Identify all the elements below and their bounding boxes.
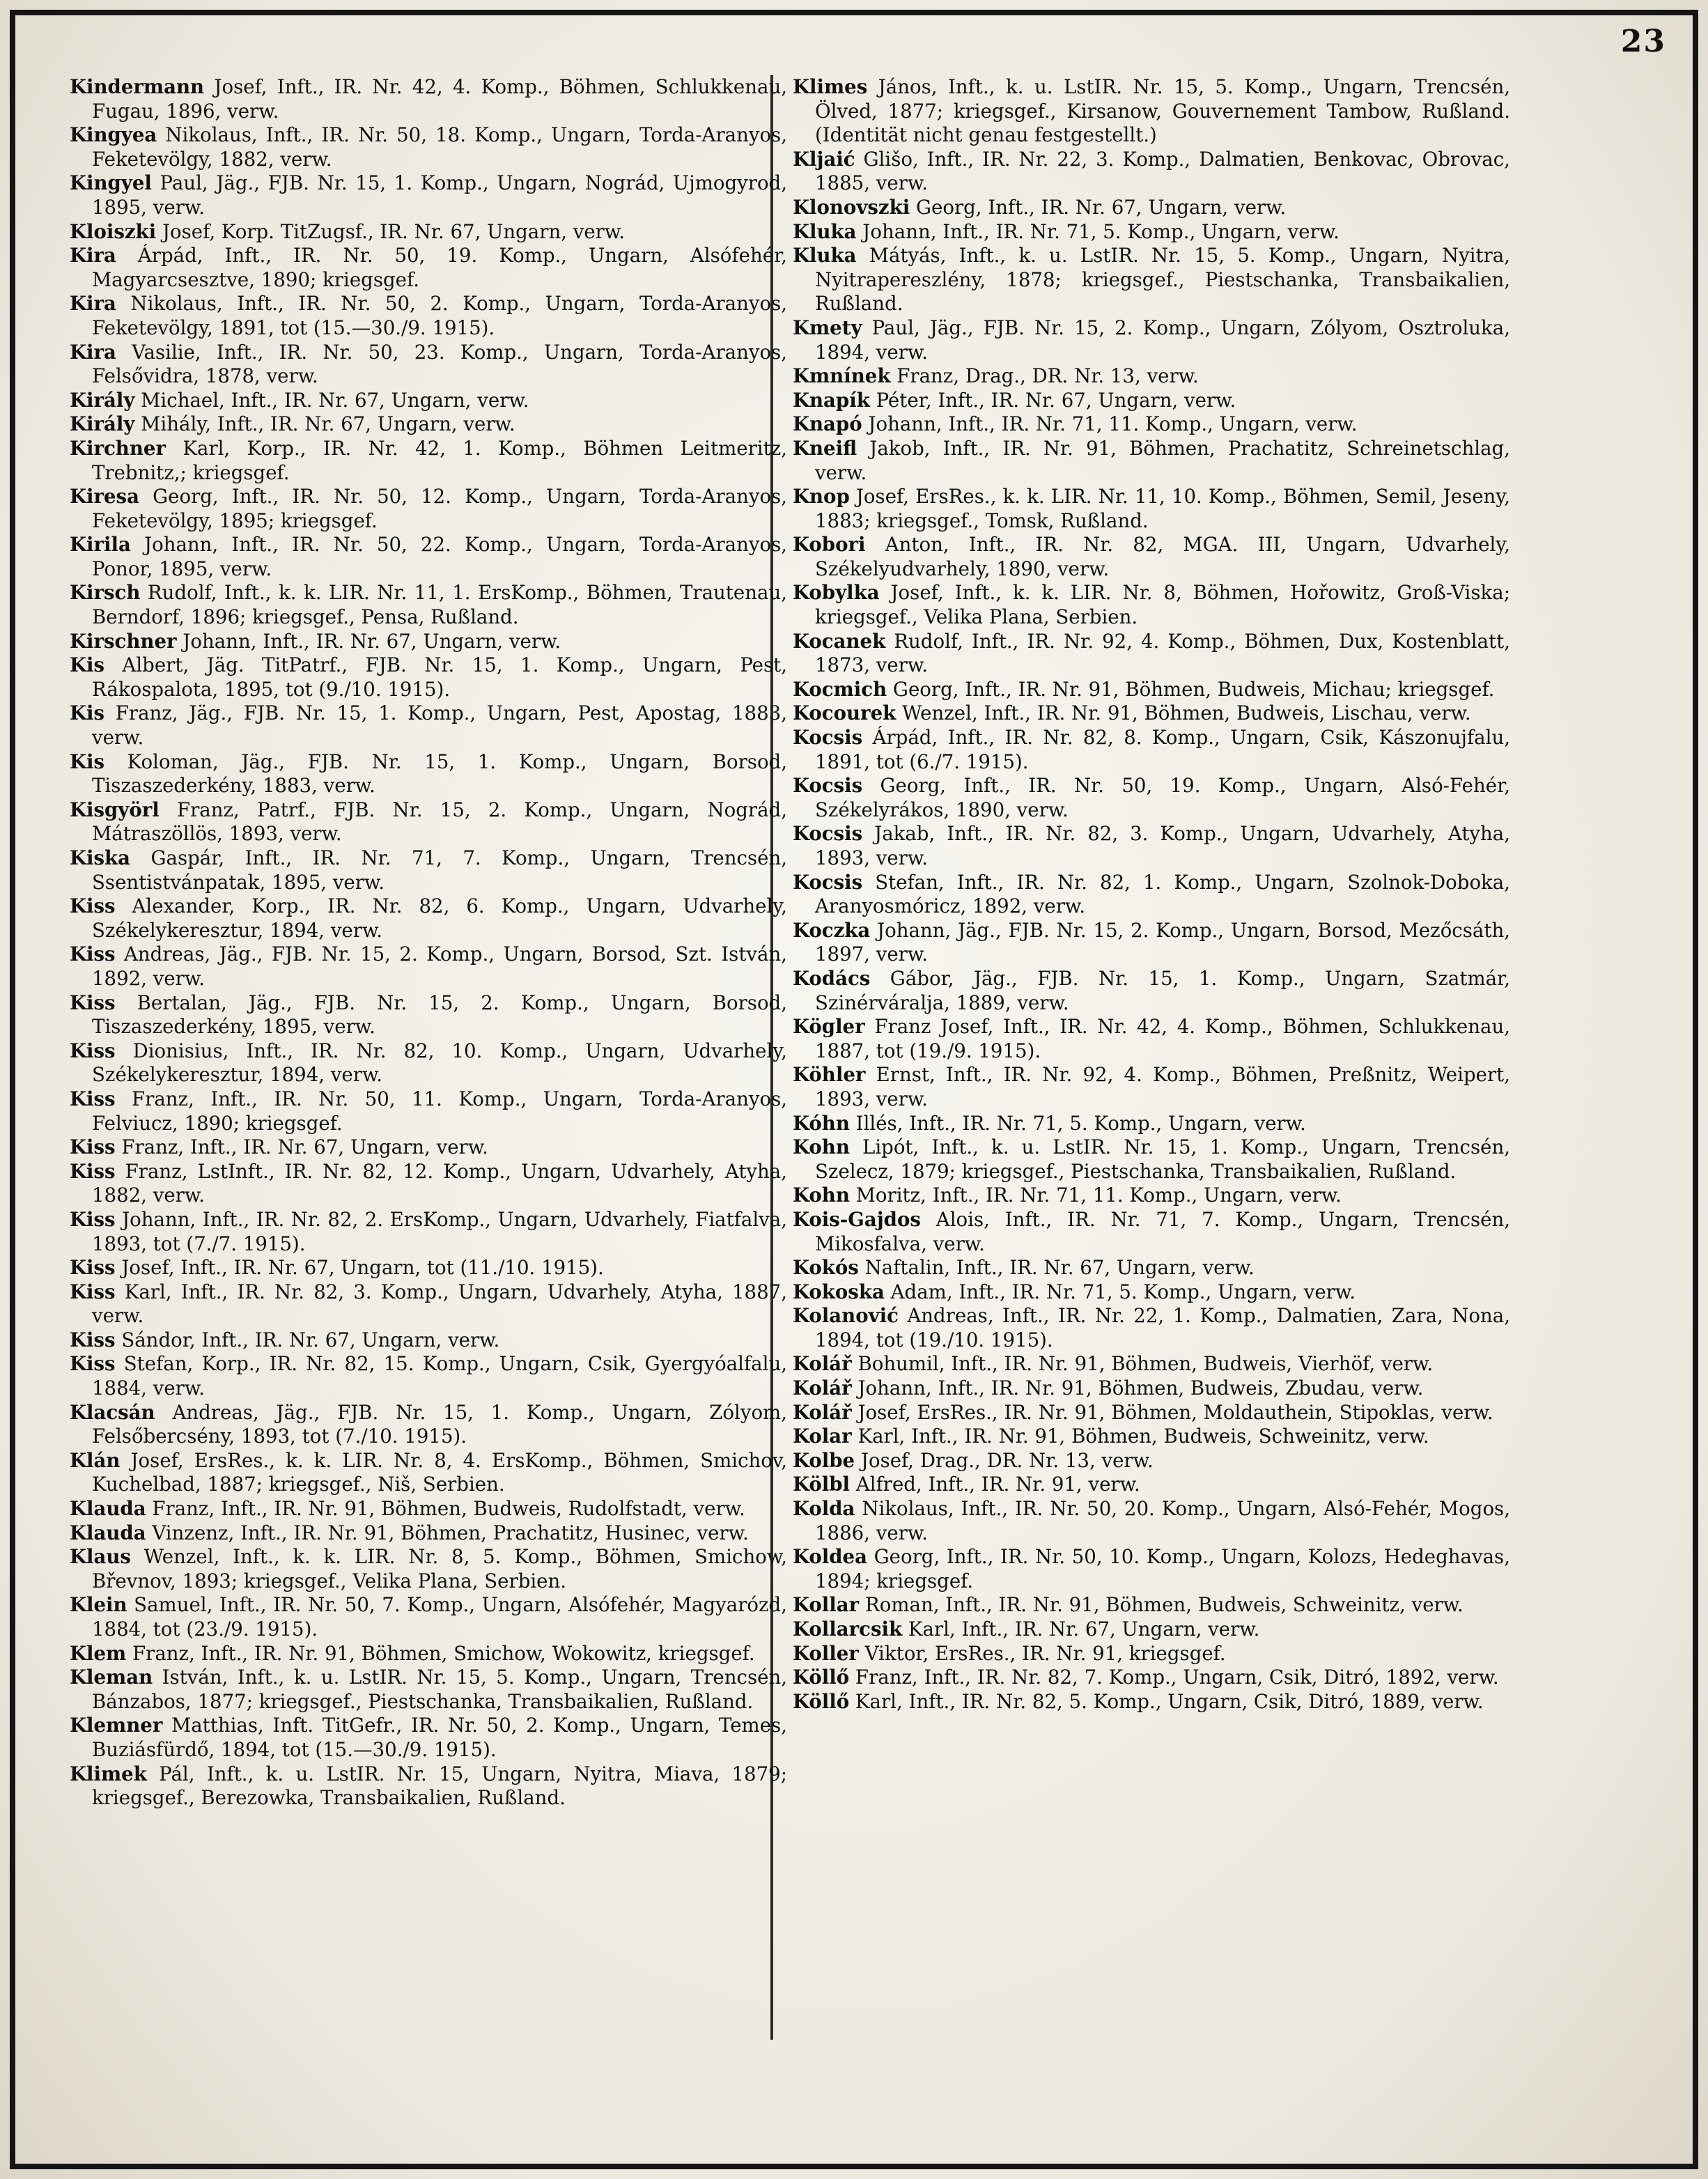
entry-surname: Kögler: [793, 1015, 865, 1039]
entry-details: Josef, Korp. TitZugsf., IR. Nr. 67, Ungarn, verw.: [156, 219, 625, 243]
entry-details: Alois, Inft., IR. Nr. 71, 7. Komp., Ungarn, Trencsén, Mikosfalva, verw.: [815, 1207, 1510, 1255]
entry-surname: Koczka: [793, 918, 871, 942]
entry-details: Rudolf, Inft., k. k. LIR. Nr. 11, 1. ErsKomp., Böhmen, Trautenau, Berndorf, 1896; kriegsgef., Pensa, Rußland.: [92, 581, 787, 629]
entry-surname: Kingyel: [70, 171, 152, 195]
entry-surname: Kiss: [70, 1256, 116, 1280]
register-entry: [793, 1280, 1510, 1305]
entry-details: Alfred, Inft., IR. Nr. 91, verw.: [850, 1473, 1140, 1496]
register-entry: [70, 798, 787, 846]
entry-details: Georg, Inft., IR. Nr. 50, 19. Komp., Ungarn, Alsó-Fehér, Székelyrákos, 1890, verw.: [815, 774, 1510, 821]
register-entry: [793, 1256, 1510, 1280]
entry-surname: Kirschner: [70, 629, 177, 653]
entry-surname: Kocsis: [793, 870, 863, 894]
entry-details: Nikolaus, Inft., IR. Nr. 50, 20. Komp., Ungarn, Alsó-Fehér, Mogos, 1886, verw.: [815, 1497, 1510, 1544]
register-entry: [793, 1473, 1510, 1497]
entry-details: Wenzel, Inft., IR. Nr. 91, Böhmen, Budweis, Lischau, verw.: [896, 701, 1471, 725]
register-entry: [70, 894, 787, 943]
entry-surname: Kiss: [70, 1039, 116, 1062]
entry-surname: Klemner: [70, 1714, 163, 1737]
entry-surname: Kocsis: [793, 726, 863, 750]
register-entry: [793, 630, 1510, 678]
entry-surname: Kolar: [793, 1425, 852, 1448]
entry-details: Franz, Inft., IR. Nr. 50, 11. Komp., Ungarn, Torda-Aranyos, Felviucz, 1890; kriegsgef.: [92, 1087, 787, 1135]
entry-details: Wenzel, Inft., k. k. LIR. Nr. 8, 5. Komp., Böhmen, Smichow, Břevnov, 1893; kriegsgef., Velika Plana, Serbien.: [92, 1545, 787, 1592]
register-entry: [70, 1135, 787, 1160]
entry-details: Andreas, Jäg., FJB. Nr. 15, 2. Komp., Ungarn, Borsod, Szt. István, 1892, verw.: [92, 943, 787, 990]
entry-surname: Kiss: [70, 1159, 116, 1183]
register-entry: [793, 1304, 1510, 1352]
entry-surname: Köllő: [793, 1666, 850, 1689]
entry-details: Karl, Korp., IR. Nr. 42, 1. Komp., Böhmen Leitmeritz, Trebnitz,; kriegsgef.: [92, 436, 787, 484]
register-entry: [70, 1593, 787, 1641]
entry-surname: Kolbe: [793, 1448, 855, 1472]
register-entry: [70, 341, 787, 389]
entry-details: Gaspár, Inft., IR. Nr. 71, 7. Komp., Ungarn, Trencsén, Ssentistvánpatak, 1895, verw.: [92, 846, 787, 894]
register-entry: [793, 701, 1510, 726]
entry-details: Josef, ErsRes., k. k. LIR. Nr. 8, 4. ErsKomp., Böhmen, Smichov, Kuchelbad, 1887; kriegsgef., Niš, Serbien.: [92, 1448, 787, 1496]
entry-surname: Király: [70, 412, 135, 436]
entry-surname: Kis: [70, 750, 105, 773]
entry-details: Josef, Inft., IR. Nr. 67, Ungarn, tot (11./10. 1915).: [115, 1256, 604, 1280]
entry-details: Karl, Inft., IR. Nr. 82, 5. Komp., Ungarn, Csik, Ditró, 1889, verw.: [849, 1689, 1484, 1713]
register-entry: [793, 220, 1510, 245]
register-entry: [793, 967, 1510, 1015]
register-entry: [70, 750, 787, 798]
register-entry: [70, 1545, 787, 1593]
entry-surname: Kirsch: [70, 581, 141, 605]
entry-surname: Kiss: [70, 1135, 116, 1159]
register-entry: [70, 389, 787, 413]
register-entry: [793, 1184, 1510, 1208]
register-entry: [70, 437, 787, 485]
entry-surname: Koldea: [793, 1545, 867, 1569]
entry-details: Josef, Inft., k. k. LIR. Nr. 8, Böhmen, Hořowitz, Groß-Viska; kriegsgef., Velika Plana, Serbien.: [815, 581, 1510, 629]
entry-details: Koloman, Jäg., FJB. Nr. 15, 1. Komp., Ungarn, Borsod, Tiszaszederkény, 1883, verw.: [92, 750, 787, 798]
entry-surname: Kokoska: [793, 1280, 885, 1303]
register-entry: [70, 1160, 787, 1208]
right-column: [793, 75, 1510, 1714]
entry-details: Andreas, Jäg., FJB. Nr. 15, 1. Komp., Ungarn, Zólyom, Felsőbercsény, 1893, tot (7./10. 1915).: [92, 1400, 787, 1448]
register-entry: [70, 220, 787, 245]
entry-surname: Klimek: [70, 1762, 147, 1785]
entry-details: Sándor, Inft., IR. Nr. 67, Ungarn, verw.: [115, 1328, 500, 1351]
entry-details: Moritz, Inft., IR. Nr. 71, 11. Komp., Ungarn, verw.: [849, 1184, 1342, 1207]
entry-surname: Kingyea: [70, 123, 157, 147]
entry-details: Roman, Inft., IR. Nr. 91, Böhmen, Budweis, Schweinitz, verw.: [859, 1593, 1464, 1617]
entry-details: Georg, Inft., IR. Nr. 91, Böhmen, Budweis, Michau; kriegsgef.: [887, 677, 1495, 701]
entry-surname: Kira: [70, 244, 116, 267]
register-entry: [70, 1642, 787, 1666]
entry-details: Michael, Inft., IR. Nr. 67, Ungarn, verw.: [134, 388, 529, 412]
entry-surname: Kokós: [793, 1256, 859, 1280]
entry-surname: Kmnínek: [793, 364, 891, 388]
entry-surname: Kocsis: [793, 774, 863, 798]
entry-surname: Kiss: [70, 991, 116, 1014]
register-entry: [70, 171, 787, 219]
entry-details: Stefan, Inft., IR. Nr. 82, 1. Komp., Ungarn, Szolnok-Doboka, Aranyosmóricz, 1892, verw.: [815, 870, 1510, 918]
register-entry: [70, 244, 787, 292]
register-entry: [70, 533, 787, 581]
register-entry: [70, 1087, 787, 1135]
entry-details: Karl, Inft., IR. Nr. 82, 3. Komp., Ungarn, Udvarhely, Atyha, 1887, verw.: [92, 1280, 787, 1328]
entry-details: Paul, Jäg., FJB. Nr. 15, 2. Komp., Ungarn, Zólyom, Osztroluka, 1894, verw.: [815, 316, 1510, 364]
entry-details: Josef, ErsRes., k. k. LIR. Nr. 11, 10. Komp., Böhmen, Semil, Jeseny, 1883; kriegsgef., Tomsk, Rußland.: [815, 485, 1510, 532]
register-entry: [70, 653, 787, 701]
entry-details: Vinzenz, Inft., IR. Nr. 91, Böhmen, Prachatitz, Husinec, verw.: [146, 1521, 749, 1544]
register-entry: [70, 1039, 787, 1087]
entry-details: Franz, Inft., IR. Nr. 67, Ungarn, verw.: [115, 1135, 488, 1159]
register-entry: [793, 581, 1510, 629]
register-entry: [793, 1112, 1510, 1136]
register-entry: [793, 196, 1510, 220]
register-entry: [70, 485, 787, 533]
entry-details: Viktor, ErsRes., IR. Nr. 91, kriegsgef.: [858, 1641, 1226, 1665]
entry-surname: Kmety: [793, 316, 862, 339]
entry-surname: Klacsán: [70, 1400, 155, 1424]
entry-surname: Kollarcsik: [793, 1618, 903, 1641]
entry-details: Vasilie, Inft., IR. Nr. 50, 23. Komp., Ungarn, Torda-Aranyos, Felsővidra, 1878, verw.: [92, 340, 787, 388]
entry-surname: Kirchner: [70, 436, 166, 460]
entry-details: Georg, Inft., IR. Nr. 50, 12. Komp., Ungarn, Torda-Aranyos, Feketevölgy, 1895; kriegsgef.: [92, 485, 787, 532]
entry-details: Nikolaus, Inft., IR. Nr. 50, 2. Komp., Ungarn, Torda-Aranyos, Feketevölgy, 1891, tot (15.—30./9. 1915).: [92, 292, 787, 339]
entry-details: Johann, Inft., IR. Nr. 71, 11. Komp., Ungarn, verw.: [862, 412, 1358, 436]
entry-details: Johann, Inft., IR. Nr. 82, 2. ErsKomp., Ungarn, Udvarhely, Fiatfalva, 1893, tot (7./7. 1915).: [92, 1207, 787, 1255]
register-entry: [70, 1280, 787, 1328]
register-entry: [793, 1352, 1510, 1377]
entry-surname: Király: [70, 388, 135, 412]
entry-surname: Kóhn: [793, 1111, 850, 1135]
entry-surname: Kiss: [70, 1352, 116, 1376]
entry-details: Alexander, Korp., IR. Nr. 82, 6. Komp., Ungarn, Udvarhely, Székelykeresztur, 1894, verw.: [92, 894, 787, 942]
register-entry: [793, 871, 1510, 919]
left-column: [70, 75, 787, 1810]
register-entry: [793, 1593, 1510, 1618]
entry-details: Johann, Inft., IR. Nr. 71, 5. Komp., Ungarn, verw.: [856, 219, 1340, 243]
entry-surname: Kolář: [793, 1400, 852, 1424]
entry-surname: Kolanović: [793, 1304, 899, 1328]
entry-surname: Kisgyörl: [70, 798, 160, 821]
entry-details: Pál, Inft., k. u. LstIR. Nr. 15, Ungarn, Nyitra, Miava, 1879; kriegsgef., Berezowka, Transbaikalien, Rußland.: [92, 1762, 787, 1810]
entry-surname: Kiss: [70, 1087, 116, 1110]
register-entry: [70, 1714, 787, 1762]
entry-details: Karl, Inft., IR. Nr. 67, Ungarn, verw.: [902, 1618, 1260, 1641]
entry-surname: Kiska: [70, 846, 130, 869]
entry-surname: Klauda: [70, 1497, 146, 1521]
register-entry: [70, 123, 787, 171]
entry-details: Franz Josef, Inft., IR. Nr. 42, 4. Komp., Böhmen, Schlukkenau, 1887, tot (19./9. 1915).: [815, 1015, 1510, 1062]
entry-details: Bohumil, Inft., IR. Nr. 91, Böhmen, Budweis, Vierhöf, verw.: [851, 1352, 1434, 1376]
entry-surname: Knop: [793, 485, 850, 509]
register-entry: [793, 1401, 1510, 1425]
register-entry: [793, 774, 1510, 822]
entry-surname: Klán: [70, 1448, 121, 1472]
register-entry: [793, 485, 1510, 533]
entry-details: Paul, Jäg., FJB. Nr. 15, 1. Komp., Ungarn, Nográd, Ujmogyrod, 1895, verw.: [92, 171, 787, 219]
entry-surname: Kobylka: [793, 581, 880, 605]
register-entry: [70, 1497, 787, 1521]
entry-surname: Kölbl: [793, 1473, 851, 1496]
register-entry: [70, 1208, 787, 1256]
register-entry: [70, 412, 787, 437]
register-entry: [793, 1690, 1510, 1714]
entry-surname: Kira: [70, 340, 116, 364]
register-entry: [793, 678, 1510, 702]
register-entry: [70, 1521, 787, 1546]
entry-details: Árpád, Inft., IR. Nr. 82, 8. Komp., Ungarn, Csik, Kászonujfalu, 1891, tot (6./7. 1915).: [815, 726, 1510, 773]
entry-details: Georg, Inft., IR. Nr. 50, 10. Komp., Ungarn, Kolozs, Hedeghavas, 1894; kriegsgef.: [815, 1545, 1510, 1592]
register-entry: [70, 630, 787, 654]
entry-surname: Knapík: [793, 388, 870, 412]
entry-surname: Kollar: [793, 1593, 860, 1617]
register-entry: [793, 1618, 1510, 1642]
entry-surname: Knapó: [793, 412, 862, 436]
entry-surname: Kiss: [70, 1280, 116, 1303]
entry-details: Ernst, Inft., IR. Nr. 92, 4. Komp., Böhmen, Preßnitz, Weipert, 1893, verw.: [815, 1063, 1510, 1110]
register-entry: [70, 846, 787, 894]
register-entry: [793, 1063, 1510, 1111]
register-entry: [793, 726, 1510, 774]
entry-surname: Kohn: [793, 1184, 850, 1207]
entry-surname: Kocsis: [793, 822, 863, 846]
entry-surname: Kiss: [70, 943, 116, 966]
entry-details: Péter, Inft., IR. Nr. 67, Ungarn, verw.: [869, 388, 1236, 412]
register-entry: [793, 1497, 1510, 1545]
entry-surname: Köllő: [793, 1689, 850, 1713]
entry-surname: Kolář: [793, 1377, 852, 1400]
entry-details: Albert, Jäg. TitPatrf., FJB. Nr. 15, 1. Komp., Ungarn, Pest, Rákospalota, 1895, tot (9./10. 1915).: [92, 653, 787, 701]
register-entry: [793, 1642, 1510, 1666]
register-entry: [70, 943, 787, 991]
entry-surname: Kocanek: [793, 629, 886, 653]
entry-surname: Kohn: [793, 1135, 850, 1159]
entry-details: Glišo, Inft., IR. Nr. 22, 3. Komp., Dalmatien, Benkovac, Obrovac, 1885, verw.: [815, 147, 1510, 195]
entry-details: Illés, Inft., IR. Nr. 71, 5. Komp., Ungarn, verw.: [849, 1111, 1306, 1135]
register-entry: [793, 364, 1510, 389]
entry-details: Karl, Inft., IR. Nr. 91, Böhmen, Budweis, Schweinitz, verw.: [851, 1425, 1429, 1448]
entry-details: Franz, Drag., DR. Nr. 13, verw.: [890, 364, 1199, 388]
entry-surname: Kloiszki: [70, 219, 157, 243]
entry-details: Naftalin, Inft., IR. Nr. 67, Ungarn, verw.: [858, 1256, 1255, 1280]
entry-details: Árpád, Inft., IR. Nr. 50, 19. Komp., Ungarn, Alsófehér, Magyarcsesztve, 1890; kriegsgef.: [92, 244, 787, 291]
entry-surname: Köhler: [793, 1063, 866, 1087]
entry-details: Andreas, Inft., IR. Nr. 22, 1. Komp., Dalmatien, Zara, Nona, 1894, tot (19./10. 1915).: [815, 1304, 1510, 1351]
register-entry: [793, 389, 1510, 413]
entry-surname: Kluka: [793, 244, 857, 267]
entry-details: Josef, ErsRes., IR. Nr. 91, Böhmen, Moldauthein, Stipoklas, verw.: [851, 1400, 1493, 1424]
entry-surname: Kirila: [70, 533, 131, 557]
register-entry: [793, 148, 1510, 196]
entry-details: Dionisius, Inft., IR. Nr. 82, 10. Komp., Ungarn, Udvarhely, Székelykeresztur, 1894, verw.: [92, 1039, 787, 1087]
entry-surname: Kocmich: [793, 677, 887, 701]
register-entry: [70, 292, 787, 340]
entry-details: Gábor, Jäg., FJB. Nr. 15, 1. Komp., Ungarn, Szatmár, Szinérváralja, 1889, verw.: [815, 966, 1510, 1014]
entry-surname: Kois-Gajdos: [793, 1207, 921, 1231]
entry-details: Lipót, Inft., k. u. LstIR. Nr. 15, 1. Komp., Ungarn, Trencsén, Szelecz, 1879; kriegsgef., Piestschanka, Transbaikalien, Rußland.: [815, 1135, 1510, 1183]
entry-details: Anton, Inft., IR. Nr. 82, MGA. III, Ungarn, Udvarhely, Székelyudvarhely, 1890, verw.: [815, 533, 1510, 580]
entry-surname: Kljaić: [793, 147, 855, 171]
register-entry: [70, 581, 787, 629]
entry-surname: Koller: [793, 1641, 859, 1665]
entry-details: Johann, Inft., IR. Nr. 67, Ungarn, verw.: [176, 629, 561, 653]
entry-details: Franz, Jäg., FJB. Nr. 15, 1. Komp., Ungarn, Pest, Apostag, 1883, verw.: [92, 701, 787, 750]
register-entry: [793, 244, 1510, 316]
entry-surname: Kneifl: [793, 436, 857, 460]
entry-details: Nikolaus, Inft., IR. Nr. 50, 18. Komp., Ungarn, Torda-Aranyos, Feketevölgy, 1882, verw.: [92, 123, 787, 171]
entry-surname: Kiss: [70, 894, 116, 918]
entry-surname: Kleman: [70, 1666, 153, 1689]
entry-details: Rudolf, Inft., IR. Nr. 92, 4. Komp., Böhmen, Dux, Kostenblatt, 1873, verw.: [815, 629, 1510, 677]
entry-surname: Kolář: [793, 1352, 852, 1376]
entry-surname: Kiss: [70, 1328, 116, 1351]
register-entry: [70, 701, 787, 750]
entry-surname: Kolda: [793, 1497, 855, 1521]
register-entry: [793, 822, 1510, 870]
register-entry: [70, 991, 787, 1039]
register-entry: [793, 75, 1510, 148]
register-entry: [70, 1328, 787, 1353]
entry-details: Johann, Inft., IR. Nr. 91, Böhmen, Budweis, Zbudau, verw.: [851, 1377, 1424, 1400]
register-entry: [70, 75, 787, 123]
entry-surname: Kiss: [70, 1207, 116, 1231]
entry-details: Johann, Inft., IR. Nr. 50, 22. Komp., Ungarn, Torda-Aranyos, Ponor, 1895, verw.: [92, 533, 787, 580]
entry-surname: Kindermann: [70, 75, 205, 98]
entry-surname: Klaus: [70, 1545, 131, 1569]
register-entry: [793, 1666, 1510, 1690]
entry-surname: Kis: [70, 653, 105, 677]
entry-details: Georg, Inft., IR. Nr. 67, Ungarn, verw.: [910, 195, 1287, 219]
entry-surname: Klein: [70, 1593, 127, 1617]
entry-details: Franz, Patrf., FJB. Nr. 15, 2. Komp., Ungarn, Nográd, Mátraszöllös, 1893, verw.: [92, 798, 787, 846]
entry-surname: Klimes: [793, 75, 868, 98]
entry-details: Mihály, Inft., IR. Nr. 67, Ungarn, verw.: [134, 412, 515, 436]
register-entry: [70, 1449, 787, 1497]
entry-details: Bertalan, Jäg., FJB. Nr. 15, 2. Komp., Ungarn, Borsod, Tiszaszederkény, 1895, verw.: [92, 991, 787, 1039]
entry-surname: Klem: [70, 1641, 127, 1665]
entry-details: János, Inft., k. u. LstIR. Nr. 15, 5. Komp., Ungarn, Trencsén, Ölved, 1877; kriegsgef., Kirsanow, Gouvernement Tambow, Rußland. (Identität nicht genau festgestellt.): [815, 75, 1510, 147]
register-entry: [793, 412, 1510, 437]
entry-details: Josef, Inft., IR. Nr. 42, 4. Komp., Böhmen, Schlukkenau, Fugau, 1896, verw.: [92, 75, 787, 123]
entry-details: Franz, Inft., IR. Nr. 82, 7. Komp., Ungarn, Csik, Ditró, 1892, verw.: [849, 1666, 1499, 1689]
entry-details: Jakab, Inft., IR. Nr. 82, 3. Komp., Ungarn, Udvarhely, Atyha, 1893, verw.: [815, 822, 1510, 869]
register-entry: [70, 1666, 787, 1714]
entry-surname: Kodács: [793, 966, 871, 990]
register-entry: [70, 1256, 787, 1280]
register-entry: [70, 1401, 787, 1449]
register-entry: [70, 1762, 787, 1810]
register-entry: [793, 316, 1510, 364]
register-entry: [793, 1449, 1510, 1473]
entry-details: Mátyás, Inft., k. u. LstIR. Nr. 15, 5. Komp., Ungarn, Nyitra, Nyitrapereszlény, 1878; kriegsgef., Piestschanka, Transbaikalien, Rußland.: [815, 244, 1510, 316]
register-entry: [793, 437, 1510, 485]
register-entry: [793, 1545, 1510, 1593]
register-entry: [793, 1135, 1510, 1184]
register-entry: [793, 919, 1510, 967]
entry-details: Josef, Drag., DR. Nr. 13, verw.: [855, 1448, 1154, 1472]
register-entry: [793, 1015, 1510, 1063]
register-entry: [793, 1425, 1510, 1449]
entry-surname: Kocourek: [793, 701, 896, 725]
entry-surname: Kiresa: [70, 485, 139, 509]
entry-details: Franz, Inft., IR. Nr. 91, Böhmen, Smichow, Wokowitz, kriegsgef.: [126, 1641, 755, 1665]
entry-details: Johann, Jäg., FJB. Nr. 15, 2. Komp., Ungarn, Borsod, Mezőcsáth, 1897, verw.: [815, 918, 1510, 966]
entry-details: Stefan, Korp., IR. Nr. 82, 15. Komp., Ungarn, Csik, Gyergyóalfalu, 1884, verw.: [92, 1352, 787, 1400]
register-entry: [793, 1208, 1510, 1256]
entry-details: Samuel, Inft., IR. Nr. 50, 7. Komp., Ungarn, Alsófehér, Magyarózd, 1884, tot (23./9. 1915).: [92, 1593, 787, 1641]
entry-details: Franz, LstInft., IR. Nr. 82, 12. Komp., Ungarn, Udvarhely, Atyha, 1882, verw.: [92, 1159, 787, 1207]
entry-surname: Kira: [70, 292, 116, 316]
entry-surname: Klonovszki: [793, 195, 910, 219]
entry-surname: Kis: [70, 701, 105, 725]
page-number: 23: [1620, 24, 1666, 59]
entry-surname: Kluka: [793, 219, 857, 243]
entry-details: Adam, Inft., IR. Nr. 71, 5. Komp., Ungarn, verw.: [884, 1280, 1356, 1303]
entry-surname: Klauda: [70, 1521, 146, 1544]
register-entry: [793, 533, 1510, 581]
entry-details: István, Inft., k. u. LstIR. Nr. 15, 5. Komp., Ungarn, Trencsén, Bánzabos, 1877; kriegsgef., Piestschanka, Transbaikalien, Rußland.: [92, 1666, 787, 1713]
entry-surname: Kobori: [793, 533, 866, 557]
entry-details: Jakob, Inft., IR. Nr. 91, Böhmen, Prachatitz, Schreinetschlag, verw.: [815, 436, 1510, 484]
entry-details: Matthias, Inft. TitGefr., IR. Nr. 50, 2. Komp., Ungarn, Temes, Buziásfürdő, 1894, tot (15.—30./9. 1915).: [92, 1714, 787, 1761]
register-entry: [793, 1377, 1510, 1401]
entry-details: Franz, Inft., IR. Nr. 91, Böhmen, Budweis, Rudolfstadt, verw.: [146, 1497, 745, 1521]
register-entry: [70, 1352, 787, 1400]
